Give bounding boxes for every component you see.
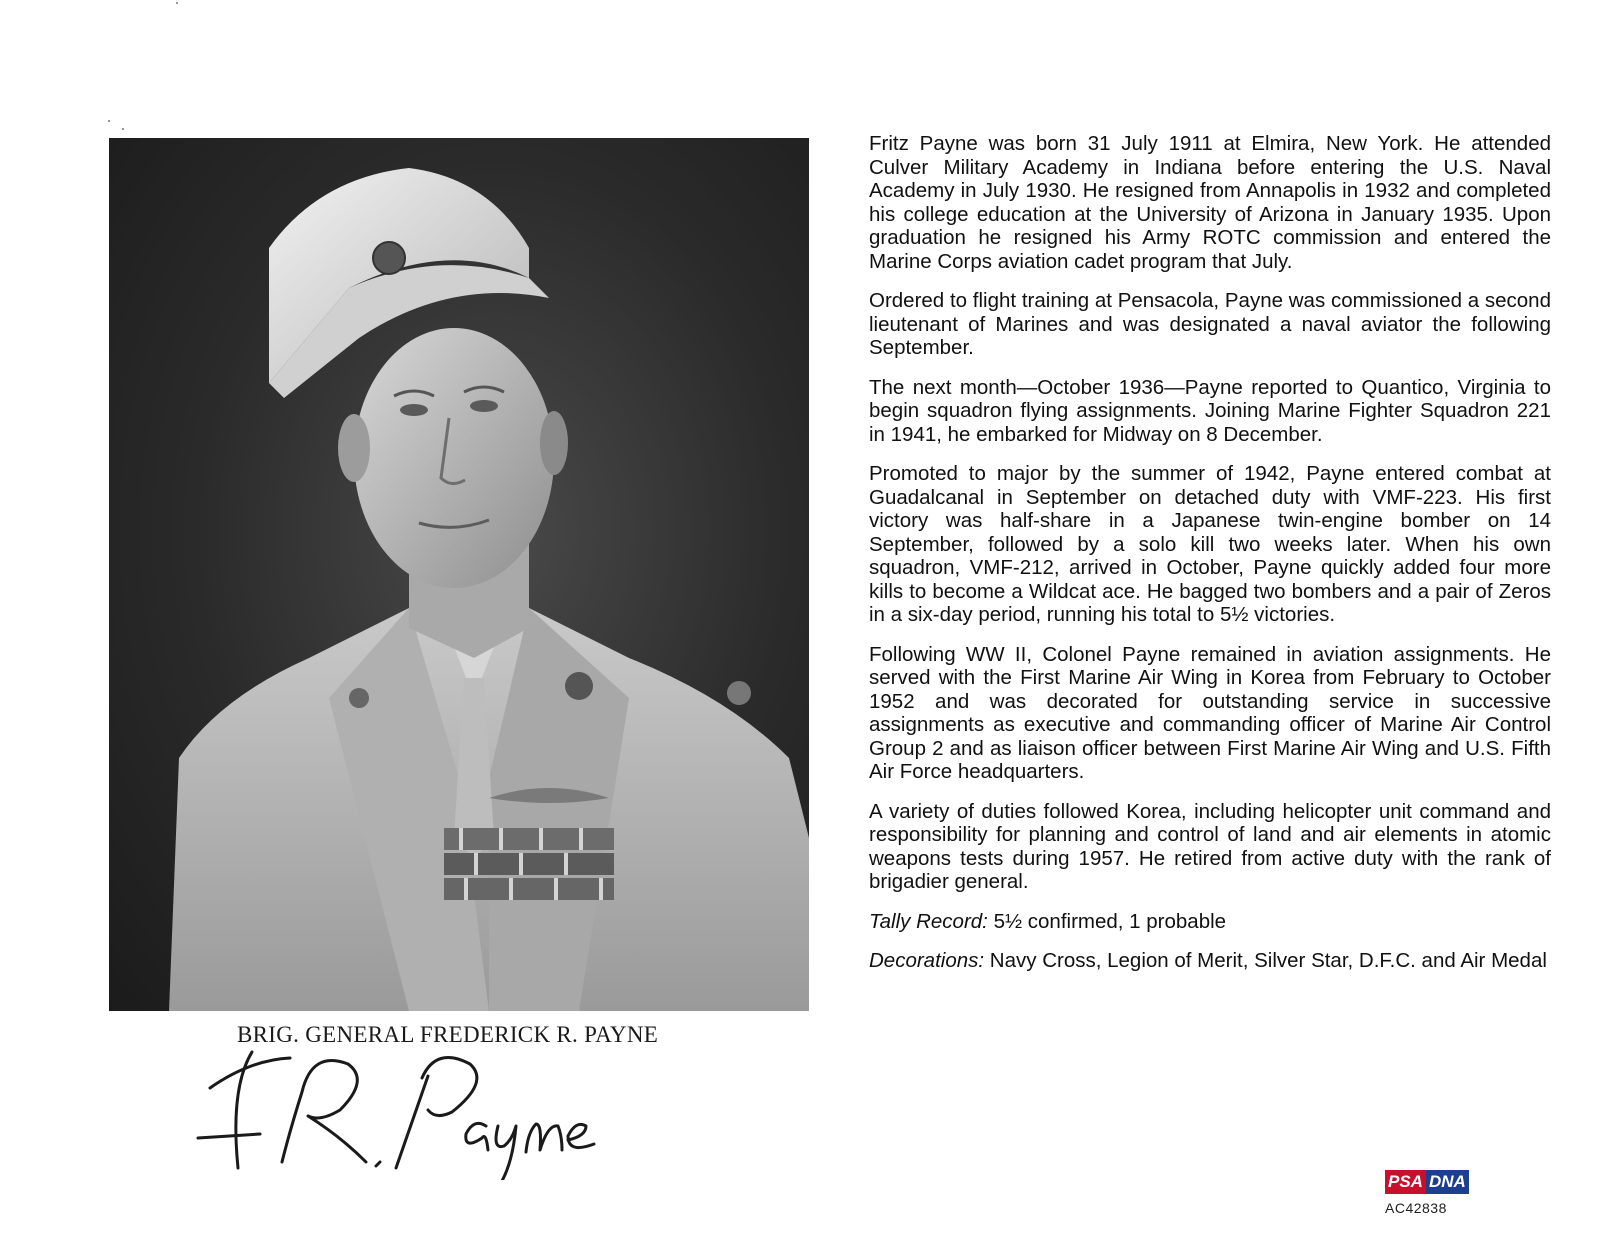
psa-dna-logo bbox=[1385, 1170, 1495, 1194]
biography-text bbox=[869, 132, 1551, 989]
bio-paragraph: Fritz Payne was born 31 July 1911 at Elmira, New York. He attended Culver Military Academy in Indiana before entering the U.S. Naval Academy in July 1930. He resigned from Annapolis in 1932 and completed his college education at the University of Arizona in January 1935. Upon graduation he resigned his Army ROTC commission and entered the Marine Corps aviation cadet program that July. bbox=[869, 132, 1551, 273]
bio-paragraph: Following WW II, Colonel Payne remained in aviation assignments. He served with the First Marine Air Wing in Korea from February to October 1952 and was decorated for outstanding service in successive assignments as executive and commanding officer of Marine Air Control Group 2 and as liaison officer between First Marine Air Wing and U.S. Fifth Air Force headquarters. bbox=[869, 642, 1551, 783]
decorations-label: Decorations: bbox=[869, 949, 985, 972]
handwritten-signature bbox=[190, 1040, 610, 1180]
tally-label: Tally Record: bbox=[869, 909, 988, 933]
psa-logo-part: PSA bbox=[1385, 1170, 1426, 1194]
bio-paragraph: Ordered to flight training at Pensacola, Payne was commissioned a second lieutenant of Marines and was designated a naval aviator the following September. bbox=[869, 289, 1551, 359]
bio-paragraph: Promoted to major by the summer of 1942, Payne entered combat at Guadalcanal in September on detached duty with VMF-223. His first victory was half-share in a Japanese twin-engine bomber on 14 September, followed by a solo kill two weeks later. When his own squadron, VMF-212, arrived in October, Payne quickly added four more kills to become a Wildcat ace. He bagged two bombers and a pair of Zeros in a six-day period, running his total to 5½ victories. bbox=[869, 462, 1551, 626]
decorations bbox=[869, 949, 1551, 973]
tally-record bbox=[869, 910, 1551, 934]
decorations-value: Navy Cross, Legion of Merit, Silver Star, D.F.C. and Air Medal bbox=[984, 949, 1547, 972]
bio-paragraph: The next month—October 1936—Payne reported to Quantico, Virginia to begin squadron flying assignments. Joining Marine Fighter Squadron 221 in 1941, he embarked for Midway on 8 December. bbox=[869, 375, 1551, 446]
tally-value: 5½ confirmed, 1 probable bbox=[987, 909, 1227, 933]
authentication-code: AC42838 bbox=[1385, 1200, 1447, 1216]
bio-paragraph: A variety of duties followed Korea, including helicopter unit command and responsibility for planning and control of land and air elements in atomic weapons tests during 1957. He retired from active duty with the rank of brigadier general. bbox=[869, 799, 1551, 893]
dna-logo-part: DNA bbox=[1426, 1170, 1469, 1194]
portrait-photo bbox=[109, 138, 809, 1011]
photo-caption: BRIG. GENERAL FREDERICK R. PAYNE bbox=[237, 1022, 659, 1047]
authentication-sticker bbox=[1385, 1170, 1495, 1240]
